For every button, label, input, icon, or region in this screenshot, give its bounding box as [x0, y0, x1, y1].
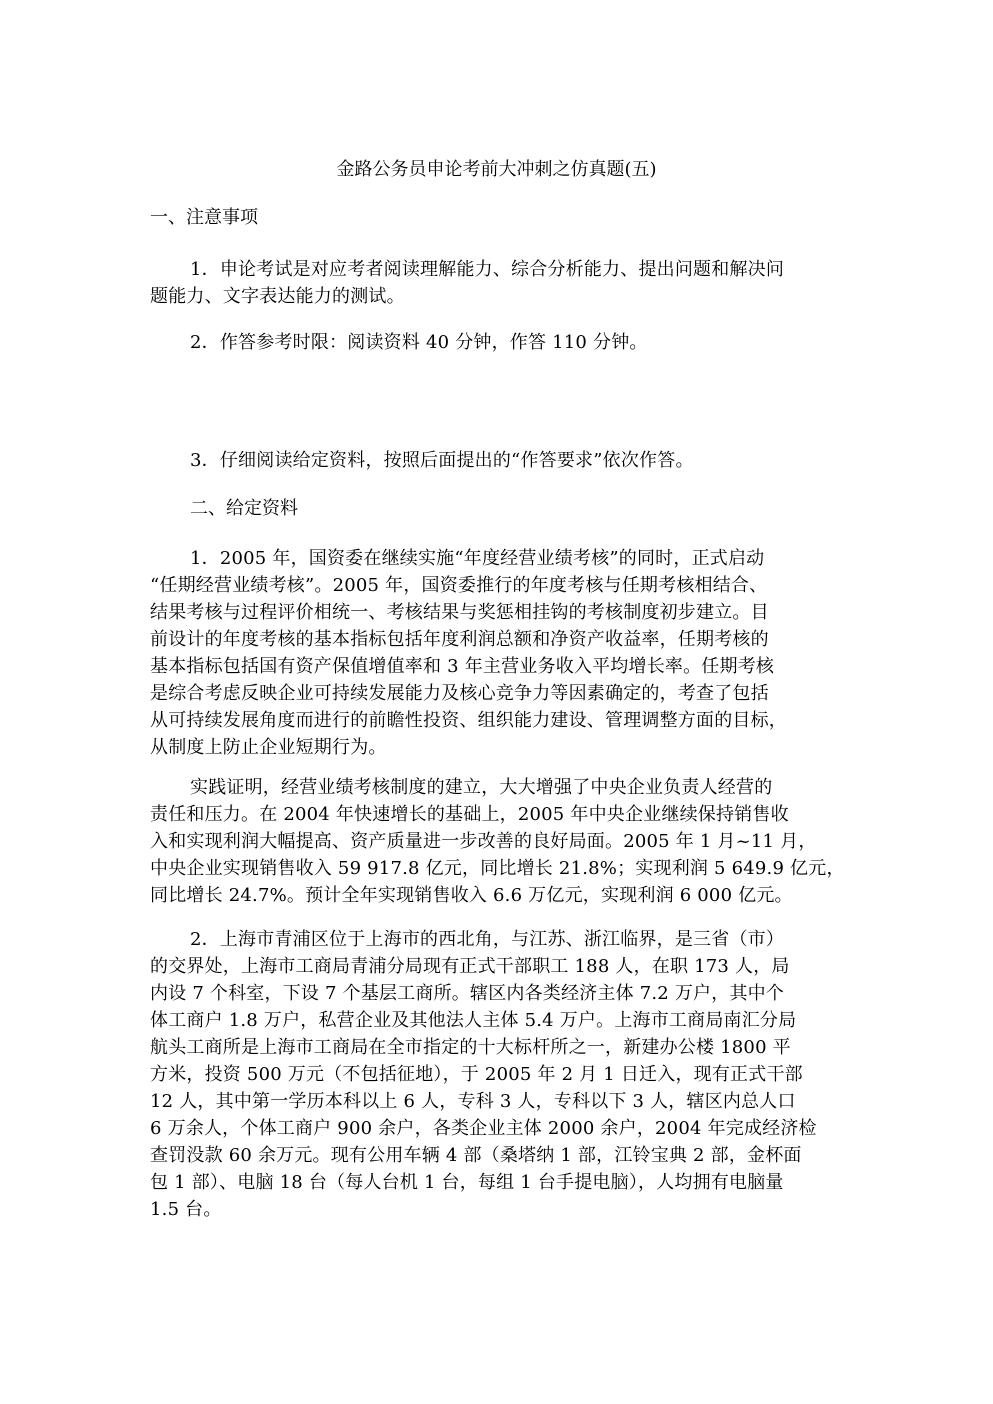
text-line: 包 1 部）、电脑 18 台（每人台机 1 台，每组 1 台手提电脑），人均拥有电脑量 [150, 1172, 784, 1193]
text-line: 从可持续发展角度而进行的前瞻性投资、组织能力建设、管理调整方面的目标， [150, 710, 787, 731]
section-heading-notes: 一、注意事项 [150, 207, 258, 228]
text-line: 1．2005 年，国资委在继续实施“年度经营业绩考核”的同时，正式启动 [190, 548, 765, 569]
text-line: 3．仔细阅读给定资料，按照后面提出的“作答要求”依次作答。 [190, 450, 694, 471]
material-paragraph-3 [150, 926, 850, 1223]
note-item-3 [150, 447, 850, 474]
text-line: 航头工商所是上海市工商局在全市指定的十大标杆所之一，新建办公楼 1800 平 [150, 1037, 791, 1058]
text-line: 题能力、文字表达能力的测试。 [150, 286, 405, 307]
material-paragraph-2 [150, 774, 850, 909]
section-heading-materials: 二、给定资料 [190, 498, 298, 519]
text-line: 1．申论考试是对应考者阅读理解能力、综合分析能力、提出问题和解决问 [190, 259, 785, 280]
note-item-2 [150, 329, 850, 356]
text-line: 从制度上防止企业短期行为。 [150, 737, 387, 758]
text-line: 方米，投资 500 万元（不包括征地），于 2005 年 2 月 1 日迁入，现有正式干部 [150, 1064, 803, 1085]
text-line: 的交界处，上海市工商局青浦分局现有正式干部职工 188 人，在职 173 人，局 [150, 956, 790, 977]
text-line: 1.5 台。 [150, 1199, 222, 1220]
text-line: 6 万余人，个体工商户 900 余户，各类企业主体 2000 余户，2004 年完成经济检 [150, 1118, 817, 1139]
material-paragraph-1 [150, 545, 850, 761]
note-item-1 [150, 256, 850, 310]
text-line: “任期经营业绩考核”。2005 年，国资委推行的年度考核与任期考核相结合、 [150, 575, 768, 596]
text-line: 责任和压力。在 2004 年快速增长的基础上，2005 年中央企业继续保持销售收 [150, 804, 789, 825]
text-line: 基本指标包括国有资产保值增值率和 3 年主营业务收入平均增长率。任期考核 [150, 656, 775, 677]
text-line: 2．作答参考时限：阅读资料 40 分钟，作答 110 分钟。 [190, 332, 648, 353]
text-line: 2．上海市青浦区位于上海市的西北角，与江苏、浙江临界，是三省（市） [190, 929, 785, 950]
document-title: 金路公务员申论考前大冲刺之仿真题(五) [336, 159, 657, 180]
text-line: 前设计的年度考核的基本指标包括年度利润总额和净资产收益率，任期考核的 [150, 629, 769, 650]
text-line: 是综合考虑反映企业可持续发展能力及核心竞争力等因素确定的，考查了包括 [150, 683, 769, 704]
text-line: 入和实现利润大幅提高、资产质量进一步改善的良好局面。2005 年 1 月~11 月， [150, 831, 817, 852]
text-line: 结果考核与过程评价相统一、考核结果与奖惩相挂钩的考核制度初步建立。目 [150, 602, 769, 623]
text-line: 查罚没款 60 余万元。现有公用车辆 4 部（桑塔纳 1 部，江铃宝典 2 部，金杯面 [150, 1145, 802, 1166]
text-line: 中央企业实现销售收入 59 917.8 亿元，同比增长 21.8%；实现利润 5 649.9 亿元， [150, 858, 845, 879]
text-line: 同比增长 24.7%。预计全年实现销售收入 6.6 万亿元，实现利润 6 000 亿元。 [150, 885, 793, 906]
text-line: 实践证明，经营业绩考核制度的建立，大大增强了中央企业负责人经营的 [190, 777, 773, 798]
text-line: 体工商户 1.8 万户，私营企业及其他法人主体 5.4 万户。上海市工商局南汇分局 [150, 1010, 797, 1031]
text-line: 12 人，其中第一学历本科以上 6 人，专科 3 人，专科以下 3 人，辖区内总人口 [150, 1091, 796, 1112]
text-line: 内设 7 个科室，下设 7 个基层工商所。辖区内各类经济主体 7.2 万户，其中个 [150, 983, 785, 1004]
